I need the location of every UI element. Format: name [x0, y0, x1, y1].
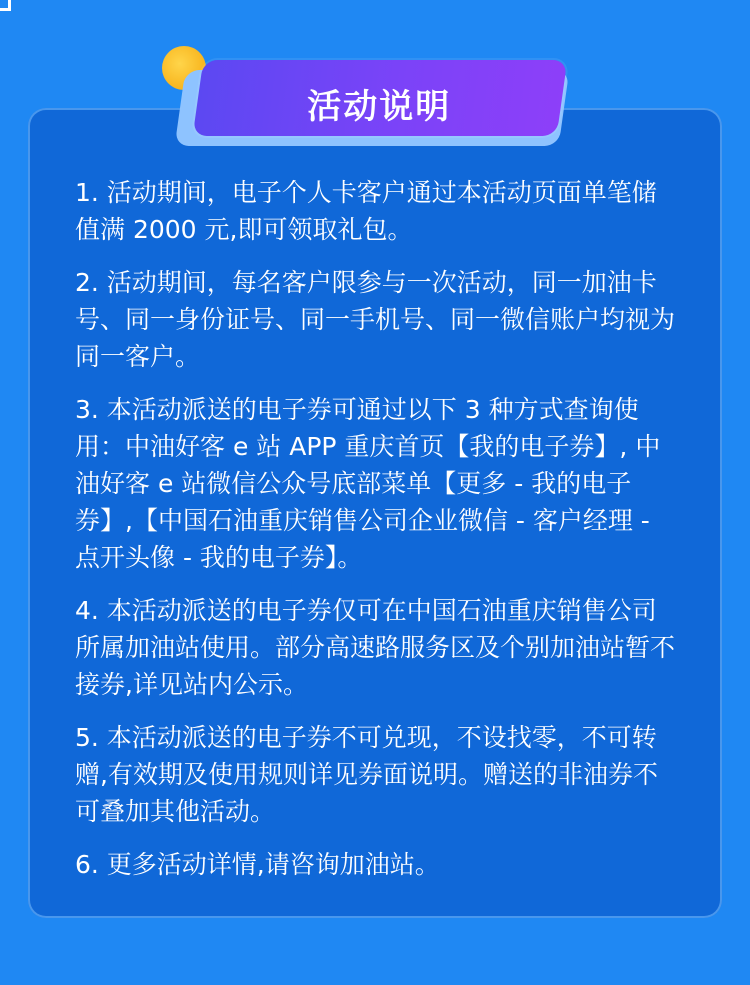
rule-item-2: 2. 活动期间，每名客户限参与一次活动，同一加油卡号、同一身份证号、同一手机号、同一微信账户均视为同一客户。 — [75, 268, 676, 371]
title-header — [158, 42, 570, 150]
rule-item-1: 1. 活动期间，电子个人卡客户通过本活动页面单笔储值满 2000 元,即可领取礼包。 — [75, 178, 657, 244]
corner-marker-icon — [0, 0, 11, 11]
activity-rules-list — [75, 174, 675, 899]
rule-item-6: 6. 更多活动详情,请咨询加油站。 — [75, 850, 440, 879]
title-badge — [193, 60, 568, 136]
page-title: 活动说明 — [307, 87, 452, 127]
rule-item-5: 5. 本活动派送的电子券不可兑现，不设找零，不可转赠,有效期及使用规则详见券面说明。赠送的非油券不可叠加其他活动。 — [75, 723, 658, 826]
rule-item-3: 3. 本活动派送的电子券可通过以下 3 种方式查询使用：中油好客 e 站 APP 重庆首页【我的电子券】, 中油好客 e 站微信公众号底部菜单【更多 - 我的电子券】,【中国石油重庆销售公司企业微信 - 客户经理 - 点开头像 - 我的电子券】。 — [75, 395, 661, 572]
rule-item-4: 4. 本活动派送的电子券仅可在中国石油重庆销售公司所属加油站使用。部分高速路服务区及个别加油站暂不接券,详见站内公示。 — [75, 596, 676, 699]
activity-info-panel — [28, 108, 722, 918]
